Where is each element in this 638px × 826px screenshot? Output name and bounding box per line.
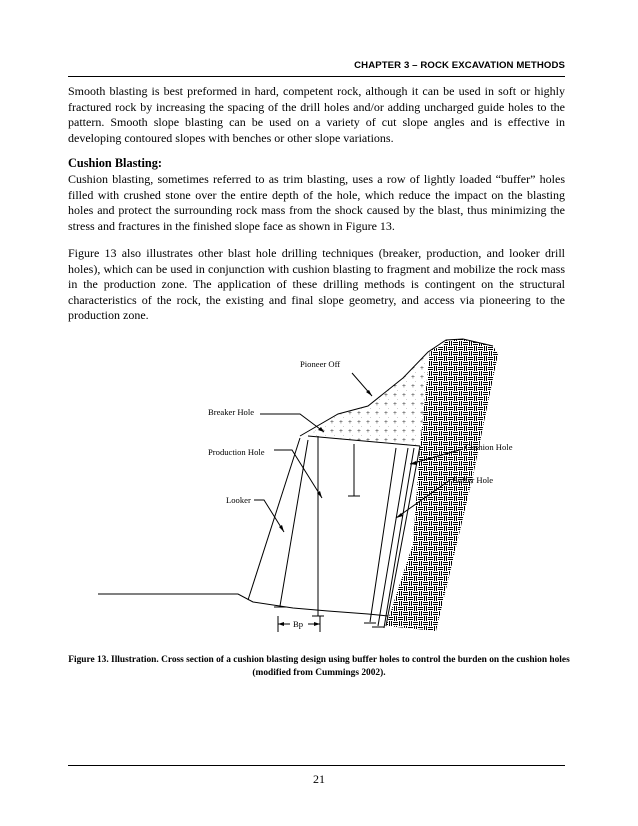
breaker-hole-label: Breaker Hole xyxy=(208,407,255,417)
intro-paragraph: Smooth blasting is best preformed in hard, competent rock, although it can be used in soft or highly fractured rock by increasing the spacing of the drill holes and/or adding uncharged guide holes to the pattern. Smooth slope blasting can be used on a variety of cut slope angles and is effective in developing contoured slopes with benches or other slope variations. xyxy=(68,84,565,145)
chapter-header: CHAPTER 3 – ROCK EXCAVATION METHODS xyxy=(354,60,565,71)
looker-hole xyxy=(248,438,300,600)
production-hole-line xyxy=(280,440,308,606)
cushion-paragraph: Cushion blasting, sometimes referred to as trim blasting, uses a row of lightly loaded “buffer” holes filled with crushed stone over the entire depth of the hole, which reduce the impact on the blasting holes and protect the surrounding rock mass from the shock caused by the blast, thus minimizing the stress and fractures in the finished slope face as shown in Figure 13. xyxy=(68,172,565,233)
cushion-hole-label: Cushion Hole xyxy=(465,442,513,452)
ground-surface xyxy=(98,594,388,616)
looker-label: Looker xyxy=(226,495,251,505)
figure-paragraph: Figure 13 also illustrates other blast hole drilling techniques (breaker, production, and looker drill holes), which can be used in conjunction with cushion blasting to fragment and mobilize the rock mass in the production zone. The application of these drilling methods is contingent on the structural characteristics of the rock, the existing and final slope geometry, and access via pioneering to the production zone. xyxy=(68,246,565,322)
burden-label: Bp xyxy=(293,619,304,629)
footer-rule xyxy=(68,765,565,766)
buffer-hole-label: Buffer Hole xyxy=(452,475,494,485)
section-heading: Cushion Blasting: xyxy=(68,156,162,170)
page-number: 21 xyxy=(313,772,325,786)
header-rule xyxy=(68,76,565,77)
blasting-cross-section-diagram xyxy=(68,336,568,632)
production-hole-label: Production Hole xyxy=(208,447,265,457)
pioneer-off-label: Pioneer Off xyxy=(300,359,341,369)
figure-13 xyxy=(68,336,568,632)
figure-caption: Figure 13. Illustration. Cross section of a cushion blasting design using buffer holes to control the burden on the cushion holes (modified from Cummings 2002). xyxy=(68,655,570,678)
